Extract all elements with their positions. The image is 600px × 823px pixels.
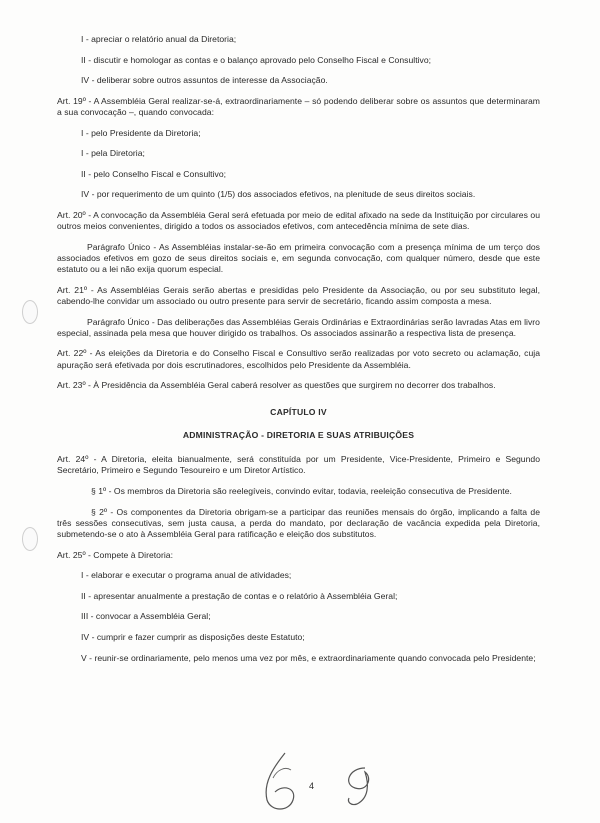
section-2: § 2º - Os componentes da Diretoria obrigam-se a participar das reuniões mensais do órgão, implicando a falta de três sessões consecutivas, sem justa causa, a perda do mandato, por declaração de vacância expedida pela Diretoria, submetendo-se o ato à Assembléia Geral para ratificação e eleição dos substitutos. (57, 506, 540, 540)
chapter-title: ADMINISTRAÇÃO - DIRETORIA E SUAS ATRIBUIÇÕES (182, 430, 415, 441)
initials-signature (335, 758, 390, 813)
article-20: Art. 20º - A convocação da Assembléia Geral será efetuada por meio de edital afixado na sede da Instituição por circulares ou outros meios convenientes, dirigido a todos os associados efetivos, com antecedência mínima de sete dias. (57, 209, 540, 232)
binder-hole (22, 300, 38, 324)
initials-signature (255, 748, 315, 818)
text-line: V - reunir-se ordinariamente, pelo menos uma vez por mês, e extraordinariamente quando convocada pelo Presidente; (81, 652, 536, 663)
article-22: Art. 22º - As eleições da Diretoria e do Conselho Fiscal e Consultivo serão realizadas por voto secreto ou aclamação, cuja apuração será efetivada por dois escrutinadores, escolhidos pelo Presidente da Assembléia. (57, 348, 540, 370)
text-line: II - apresentar anualmente a prestação de contas e o relatório à Assembléia Geral; (81, 590, 398, 601)
paragraph-unico: Parágrafo Único - Das deliberações das Assembléias Gerais Ordinárias e Extraordinárias serão lavradas Atas em livro especial, assinada pela mesa que houver dirigido os trabalhos. Os associados assinarão a respectiva lista de presença. (57, 316, 540, 338)
document-body (57, 34, 540, 673)
text-line: I - pela Diretoria; (81, 148, 145, 159)
paragraph-unico: Parágrafo Único - As Assembléias instalar-se-ão em primeira convocação com a presença mínima de um terço dos associados efetivos em gozo de seus direitos sociais e, em segunda convocação, com qualquer número, desde que este estatuto ou a lei não exija quorum especial. (57, 241, 540, 275)
text-line: IV - cumprir e fazer cumprir as disposições deste Estatuto; (81, 632, 305, 643)
article-24: Art. 24º - A Diretoria, eleita bianualmente, será constituída por um Presidente, Vice-Presidente, Primeiro e Segundo Secretário, Primeiro e Segundo Tesoureiro e um Diretor Artístico. (57, 454, 540, 476)
text-line: IV - por requerimento de um quinto (1/5) dos associados efetivos, na plenitude de seus direitos sociais. (81, 189, 476, 200)
article-23: Art. 23º - À Presidência da Assembléia Geral caberá resolver as questões que surgirem no decorrer dos trabalhos. (57, 380, 496, 391)
article-19: Art. 19º - A Assembléia Geral realizar-se-á, extraordinariamente – só podendo deliberar sobre os assuntos que determinaram a sua convocação –, quando convocada: (57, 95, 540, 117)
text-line: III - convocar a Assembléia Geral; (81, 611, 211, 622)
text-line: I - apreciar o relatório anual da Diretoria; (81, 34, 237, 44)
article-25: Art. 25º - Compete à Diretoria: (57, 549, 173, 560)
text-line: I - pelo Presidente da Diretoria; (81, 127, 201, 138)
text-line: II - discutir e homologar as contas e o balanço aprovado pelo Conselho Fiscal e Consultivo; (81, 54, 432, 65)
binder-hole (22, 527, 38, 551)
page-number: 4 (309, 781, 315, 791)
text-line: I - elaborar e executar o programa anual de atividades; (81, 570, 292, 581)
text-line: II - pelo Conselho Fiscal e Consultivo; (81, 168, 227, 179)
article-21: Art. 21º - As Assembléias Gerais serão abertas e presididas pelo Presidente da Associação, ou por seu substituto legal, cabendo-lhe convidar um associado ou outro presente para servir de secretário, ficando assim composta a mesa. (57, 284, 540, 306)
text-line: IV - deliberar sobre outros assuntos de interesse da Associação. (81, 75, 328, 86)
chapter-heading: CAPÍTULO IV (270, 407, 327, 418)
section-1: § 1º - Os membros da Diretoria são reelegíveis, convindo evitar, todavia, reeleição consecutiva de Presidente. (91, 486, 512, 497)
